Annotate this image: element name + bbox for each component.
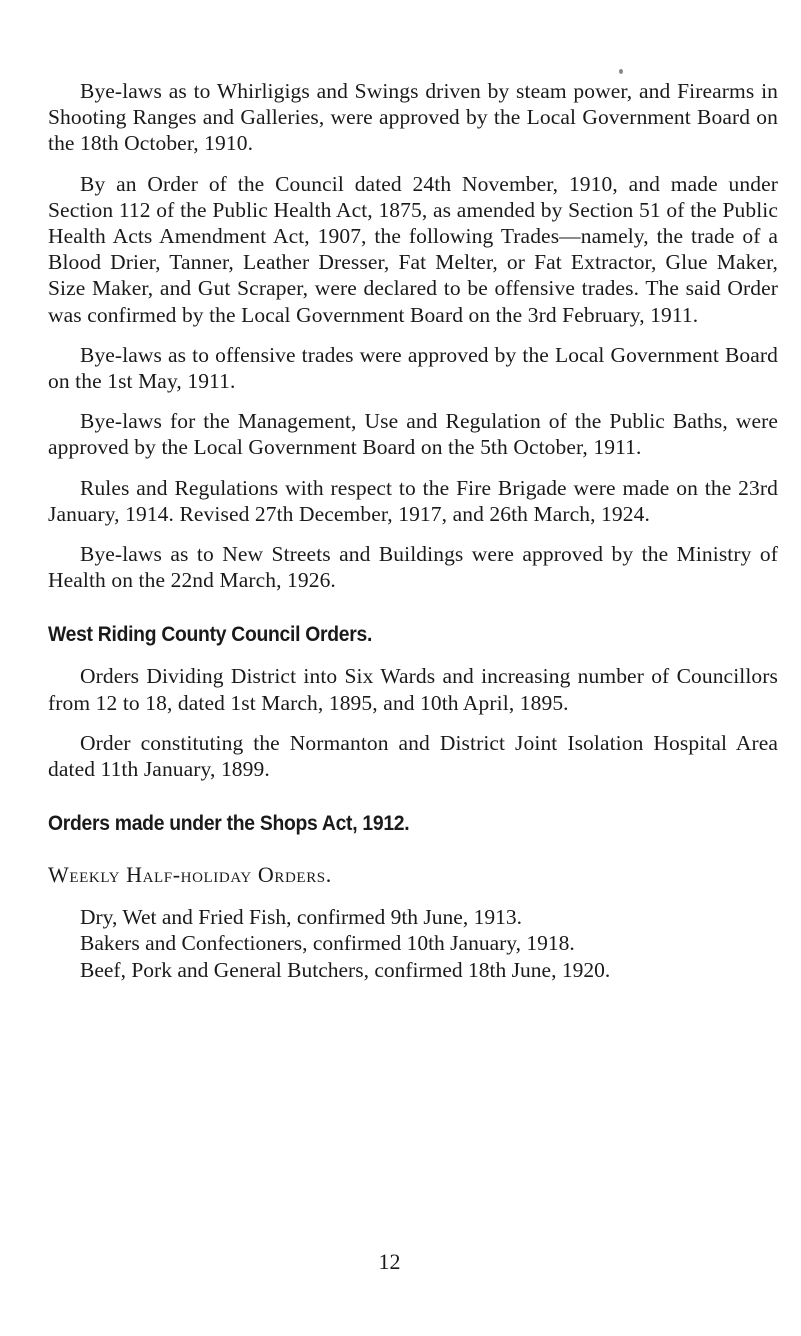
- list-item: Dry, Wet and Fried Fish, confirmed 9th June, 1913.: [80, 905, 522, 930]
- paragraph-offensive-trades-byelaws: Bye-laws as to offensive trades were approved by the Local Government Board on the 1st May, 1911.: [48, 342, 778, 394]
- paragraph-offensive-trades-order: By an Order of the Council dated 24th November, 1910, and made under Section 112 of the Public Health Act, 1875, as amended by Section 51 of the Public Health Acts Amendment Act, 1907, the following Trades—namely, the trade of a Blood Drier, Tanner, Leather Dresser, Fat Melter, or Fat Extractor, Glue Maker, Size Maker, and Gut Scraper, were declared to be offensive trades. The said Order was confirmed by the Local Government Board on the 3rd February, 1911.: [48, 171, 778, 327]
- section-heading-west-riding: West Riding County Council Orders.: [48, 623, 373, 647]
- paragraph-public-baths: Bye-laws for the Management, Use and Regulation of the Public Baths, were approved by the Local Government Board on the 5th October, 1911.: [48, 409, 778, 460]
- paragraph-isolation-hospital: Order constituting the Normanton and District Joint Isolation Hospital Area dated 11th January, 1899.: [48, 730, 778, 782]
- paragraph-fire-brigade: Rules and Regulations with respect to the Fire Brigade were made on the 23rd January, 1914. Revised 27th December, 1917, and 26th March, 1924.: [48, 475, 778, 526]
- subheading-half-holiday: Weekly Half-holiday Orders.: [48, 862, 332, 888]
- list-item: Beef, Pork and General Butchers, confirmed 18th June, 1920.: [80, 957, 611, 982]
- paragraph-new-streets: Bye-laws as to New Streets and Buildings were approved by the Ministry of Health on the 22nd March, 1926.: [48, 542, 778, 593]
- paragraph-whirligigs: Bye-laws as to Whirligigs and Swings driven by steam power, and Firearms in Shooting Ranges and Galleries, were approved by the Local Government Board on the 18th October, 1910.: [48, 79, 778, 156]
- speck-mark: [619, 69, 623, 74]
- document-page: [48, 78, 778, 983]
- list-item: Bakers and Confectioners, confirmed 10th January, 1918.: [80, 931, 575, 956]
- section-heading-shops-act: Orders made under the Shops Act, 1912.: [48, 812, 410, 836]
- page-number: 12: [378, 1249, 401, 1274]
- paragraph-wards: Orders Dividing District into Six Wards and increasing number of Councillors from 12 to 18, dated 1st March, 1895, and 10th April, 1895.: [48, 664, 778, 715]
